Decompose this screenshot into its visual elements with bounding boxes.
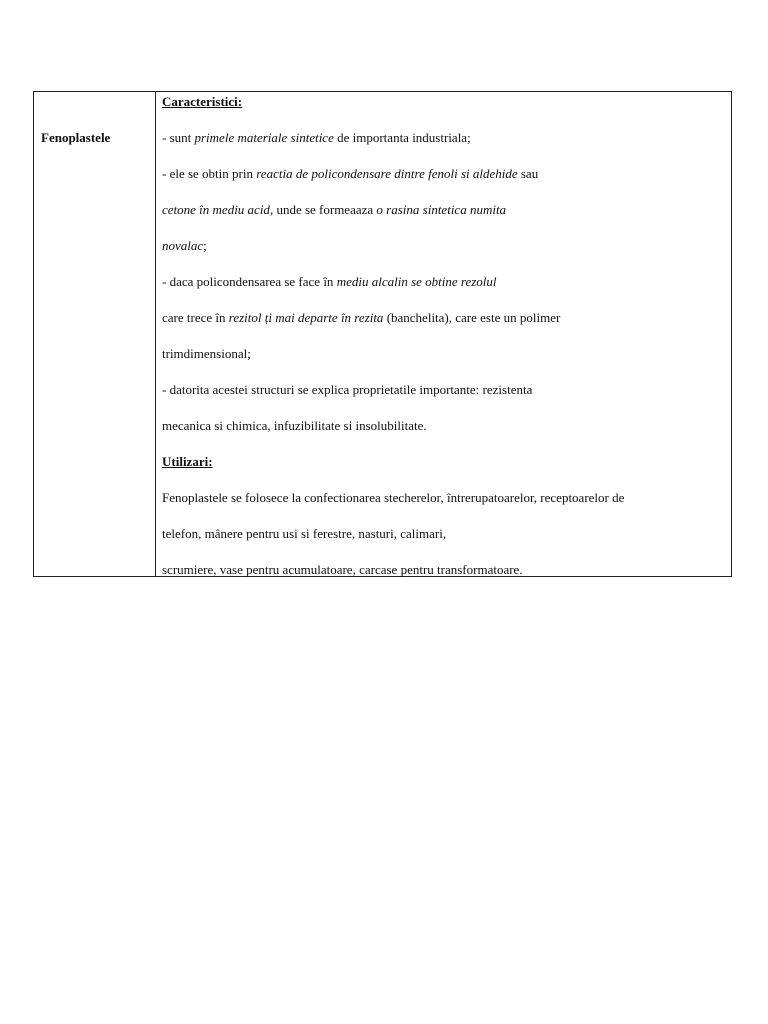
- text-segment: (banchelita), care este un polimer: [383, 310, 561, 325]
- content-table: [33, 91, 732, 577]
- uses-text-line: [162, 562, 523, 578]
- uses-text-line: [162, 490, 624, 506]
- italic-text: reactia de policondensare dintre fenoli si aldehide: [256, 166, 518, 181]
- italic-text: rezitol ți mai departe în rezita: [228, 310, 384, 325]
- text-segment: - daca policondensarea se face în: [162, 274, 337, 289]
- text-line: [162, 130, 471, 146]
- text-segment: sau: [517, 166, 539, 181]
- text-line: [162, 418, 427, 434]
- text-line: [162, 238, 207, 254]
- text-segment: - sunt: [162, 130, 195, 145]
- text-segment: trimdimensional;: [162, 346, 251, 361]
- text-line: [162, 382, 532, 398]
- italic-text: primele materiale sintetice: [194, 130, 334, 145]
- text-segment: telefon, mânere pentru usi si ferestre, nasturi, calimari,: [162, 526, 447, 541]
- uses-text-line: [162, 526, 446, 542]
- subject-label: Fenoplastele: [41, 130, 111, 145]
- text-segment: care trece în: [162, 310, 229, 325]
- text-line: [162, 166, 538, 182]
- characteristics-heading: Caracteristici:: [162, 94, 243, 109]
- text-line: [162, 310, 560, 326]
- text-line: [162, 274, 497, 290]
- text-segment: - datorita acestei structuri se explica proprietatile importante: rezistenta: [162, 382, 533, 397]
- subject-cell: [34, 92, 156, 576]
- italic-text: mediu alcalin se obtine rezolul: [336, 274, 497, 289]
- text-line: [162, 202, 506, 218]
- text-segment: mecanica si chimica, infuzibilitate si insolubilitate.: [162, 418, 427, 433]
- italic-text: novalac: [162, 238, 204, 253]
- text-segment: ;: [203, 238, 207, 253]
- text-segment: Fenoplastele se folosece la confectionarea stecherelor, întrerupatoarelor, receptoarelor de: [162, 490, 625, 505]
- italic-text: cetone în mediu acid: [162, 202, 270, 217]
- text-segment: , unde se formeaaza: [269, 202, 377, 217]
- text-segment: - ele se obtin prin: [162, 166, 257, 181]
- text-line: [162, 346, 251, 362]
- uses-heading: Utilizari:: [162, 454, 213, 469]
- text-segment: de importanta industriala;: [333, 130, 471, 145]
- description-cell: [156, 92, 731, 576]
- text-segment: scrumiere, vase pentru acumulatoare, carcase pentru transformatoare.: [162, 562, 523, 577]
- italic-text: o rasina sintetica numita: [376, 202, 507, 217]
